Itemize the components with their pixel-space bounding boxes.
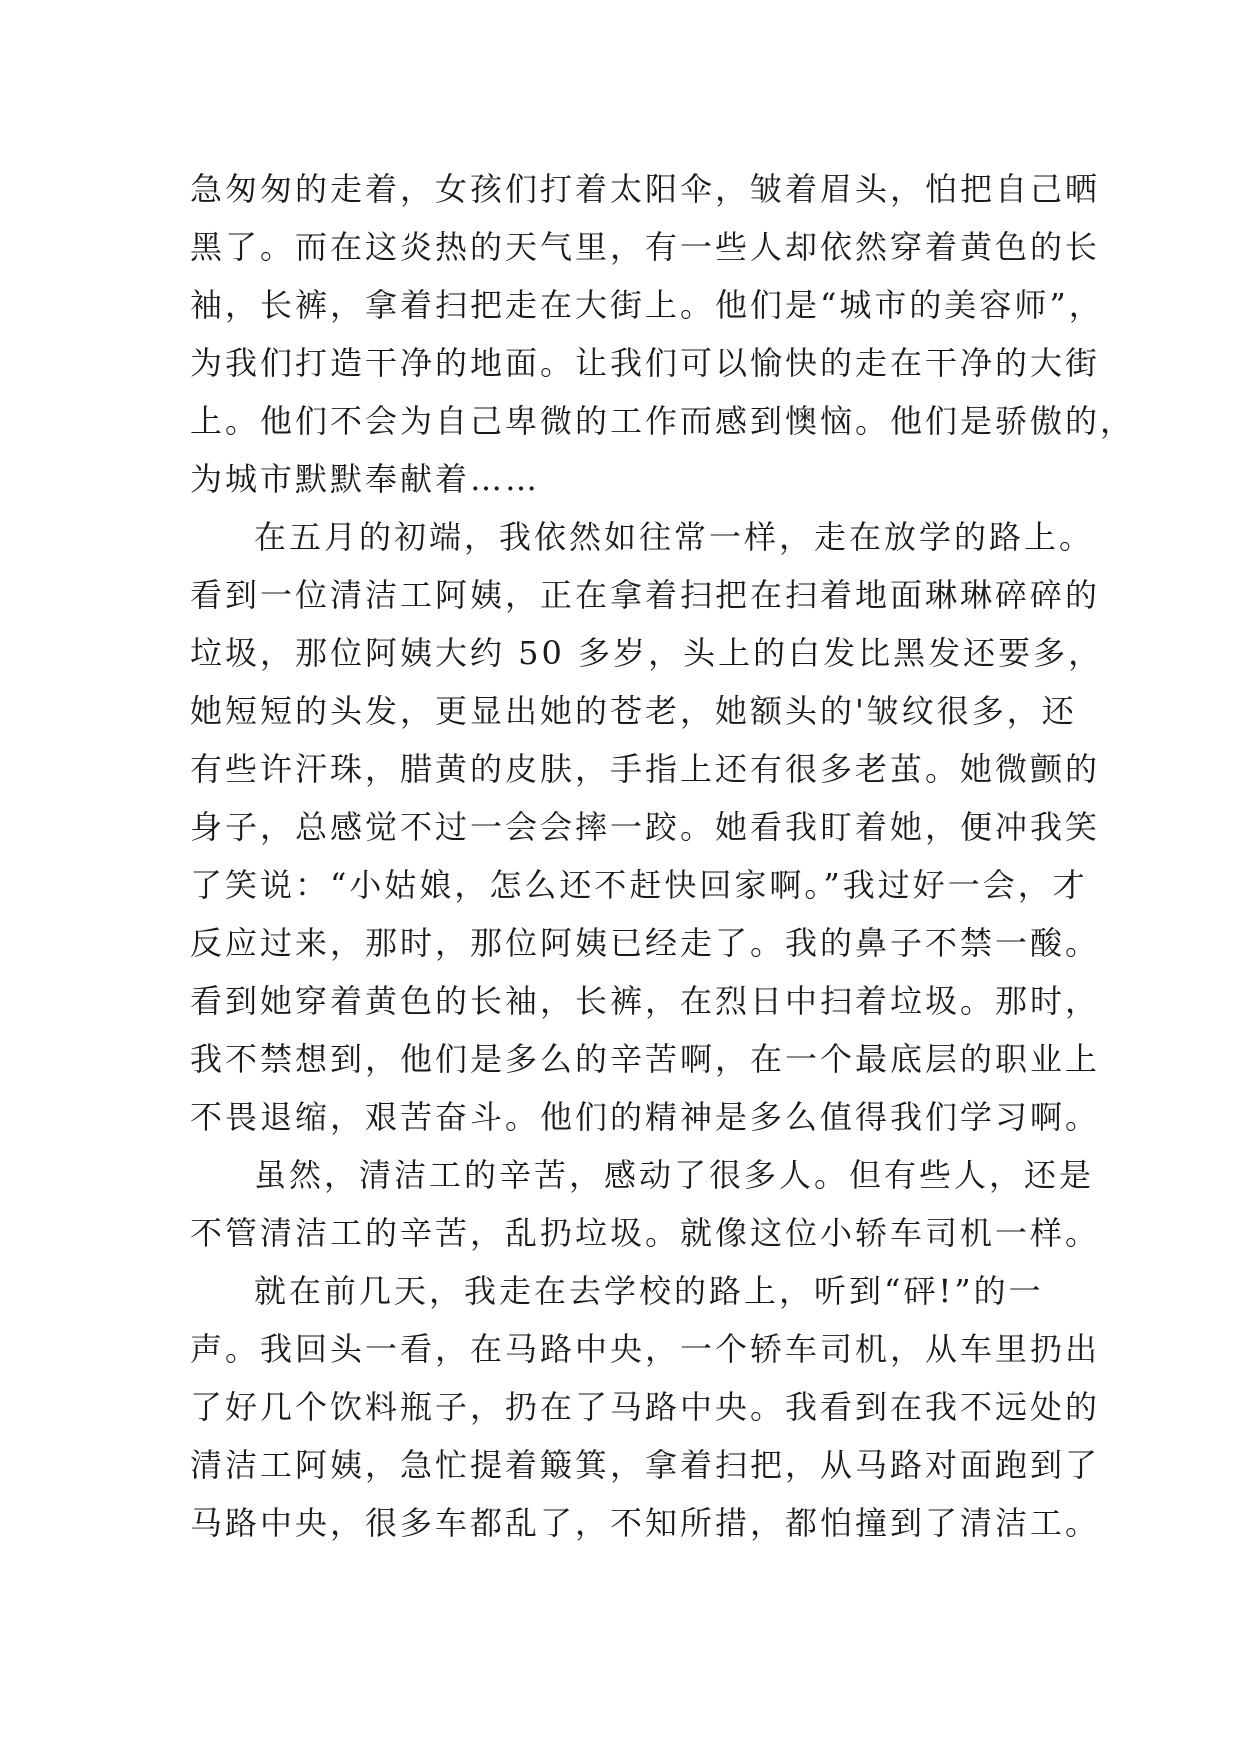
text-line: 反应过来，那时，那位阿姨已经走了。我的鼻子不禁一酸。 (190, 924, 1101, 962)
body-text (190, 160, 1136, 1552)
text-line: 急匆匆的走着，女孩们打着太阳伞，皱着眉头，怕把自己晒 (190, 170, 1101, 208)
text-line: 看到一位清洁工阿姨，正在拿着扫把在扫着地面琳琳碎碎的 (190, 576, 1101, 614)
text-line: 清洁工阿姨，急忙提着簸箕，拿着扫把，从马路对面跑到了 (190, 1446, 1101, 1484)
text-line: 马路中央，很多车都乱了，不知所措，都怕撞到了清洁工。 (190, 1504, 1101, 1542)
text-line: 有些许汗珠，腊黄的皮肤，手指上还有很多老茧。她微颤的 (190, 750, 1101, 788)
text-line: 为我们打造干净的地面。让我们可以愉快的走在干净的大街 (190, 344, 1101, 382)
text-line: 上。他们不会为自己卑微的工作而感到懊恼。他们是骄傲的， (190, 402, 1136, 440)
text-line: 了好几个饮料瓶子，扔在了马路中央。我看到在我不远处的 (190, 1388, 1101, 1426)
text-line: 我不禁想到，他们是多么的辛苦啊，在一个最底层的职业上 (190, 1040, 1101, 1078)
text-line: 声。我回头一看，在马路中央，一个轿车司机，从车里扔出 (190, 1330, 1101, 1368)
text-line: 不管清洁工的辛苦，乱扔垃圾。就像这位小轿车司机一样。 (190, 1214, 1101, 1252)
text-line: 袖，长裤，拿着扫把走在大街上。他们是“城市的美容师”， (190, 286, 1104, 324)
text-line: 黑了。而在这炎热的天气里，有一些人却依然穿着黄色的长 (190, 228, 1101, 266)
text-line: 虽然，清洁工的辛苦，感动了很多人。但有些人，还是 (254, 1156, 1095, 1194)
text-line: 为城市默默奉献着…… (190, 460, 541, 498)
text-line: 在五月的初端，我依然如往常一样，走在放学的路上。 (254, 518, 1095, 556)
text-line: 她短短的头发，更显出她的苍老，她额头的'皱纹很多，还 (190, 692, 1077, 730)
text-line: 看到她穿着黄色的长袖，长裤，在烈日中扫着垃圾。那时， (190, 982, 1101, 1020)
text-line: 不畏退缩，艰苦奋斗。他们的精神是多么值得我们学习啊。 (190, 1098, 1101, 1136)
text-line: 身子，总感觉不过一会会摔一跤。她看我盯着她，便冲我笑 (190, 808, 1101, 846)
text-line: 垃圾，那位阿姨大约 50 多岁，头上的白发比黑发还要多， (190, 634, 1104, 672)
text-line: 了笑说：“小姑娘，怎么还不赶快回家啊。”我过好一会，才 (190, 866, 1088, 904)
text-line: 就在前几天，我走在去学校的路上，听到“砰!”的一 (254, 1272, 1044, 1310)
